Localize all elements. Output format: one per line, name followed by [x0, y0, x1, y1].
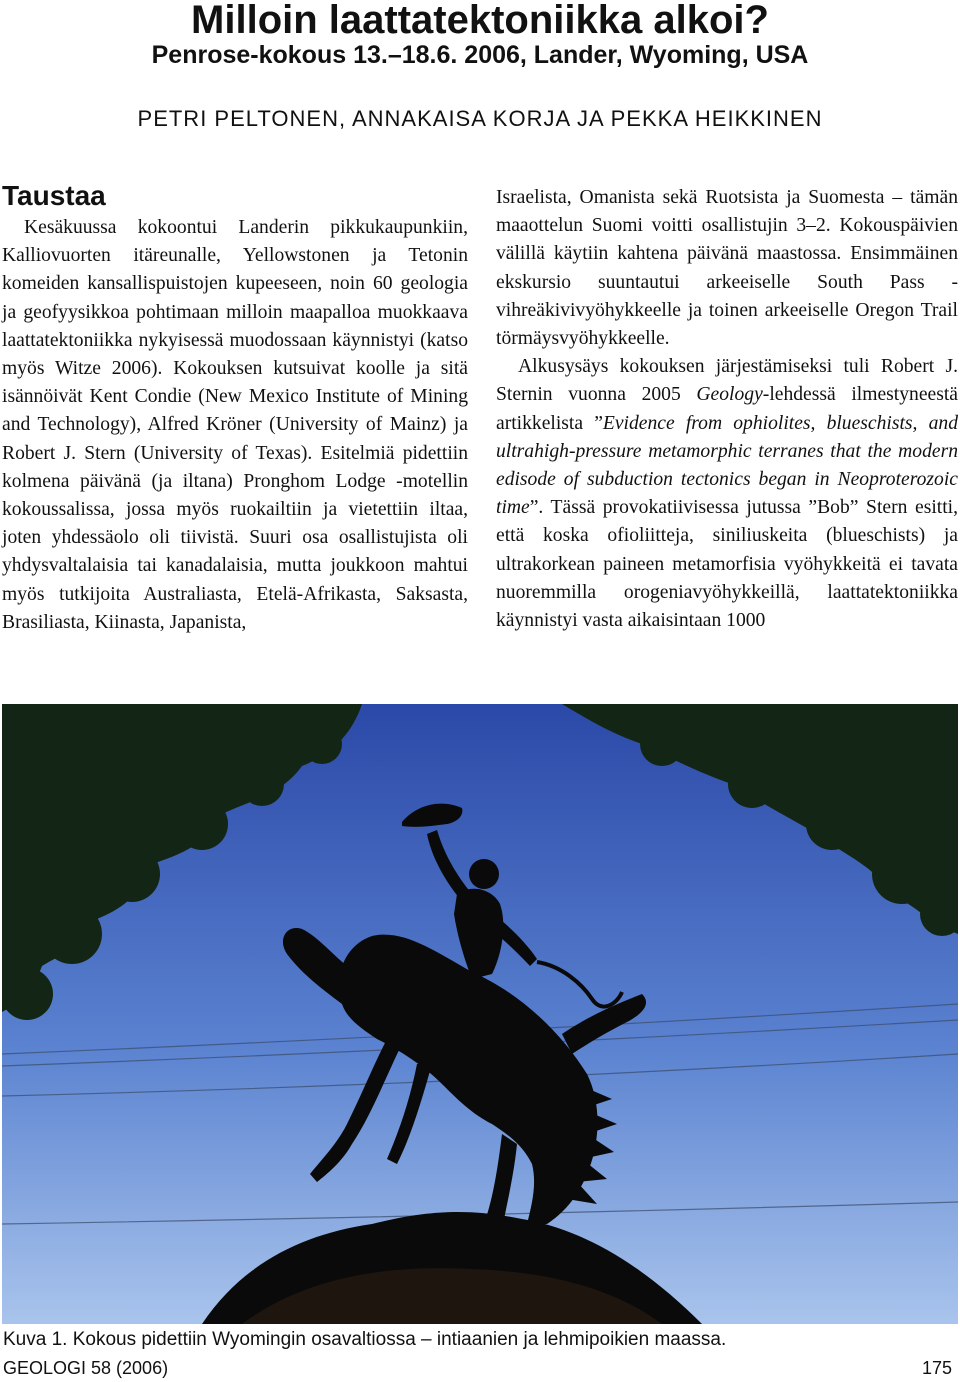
authors: PETRI PELTONEN, ANNAKAISA KORJA JA PEKKA HEIKKINEN	[137, 106, 823, 131]
article-right-column	[496, 184, 958, 635]
p2-text-c: ”. Tässä provokatiivisessa jutussa ”Bob” Stern esitti, että koska ofioliitteja, siniliuskeita (blueschists) ja ultrakorkean paineen metamorfisia vyöhykkeitä ei tavata nuoremmilla orogeniavyöhykkeillä, laattatektoniikka käynnistyi vasta aikaisintaan 1000	[496, 497, 958, 632]
p2-journal-name: Geology	[696, 384, 763, 406]
page-number: 175	[921, 1358, 952, 1378]
p2-article-title: Evidence from ophiolites, blueschists, and ultrahigh-pressure metamorphic terranes that the modern edisode of subduction tectonics began in Neoproterozoic time	[496, 412, 958, 519]
page-subtitle: Penrose-kokous 13.–18.6. 2006, Lander, Wyoming, USA	[151, 41, 809, 69]
page-title: Milloin laattatektoniikka alkoi?	[191, 0, 769, 42]
section-heading: Taustaa	[2, 180, 106, 211]
left-column-text: Kesäkuussa kokoontui Landerin pikkukaupunkiin, Kalliovuorten itäreunalle, Yellowstonen ja Tetonin komeiden kansallispuistojen kupeeseen, noin 60 geologia ja geofyysikkoa pohtimaan milloin maapalloa muokkaava laattatektoniikka nykyisessä muodossaan käynnistyi (katso myös Witze 2006). Kokouksen kutsuivat koolle ja sitä isännöivät Kent Condie (New Mexico Institute of Mining and Technology), Alfred Kröner (University of Mainz) ja Robert J. Stern (University of Texas). Esitelmiä pidettiin kolmena päivänä (ja iltana) Pronghom Lodge -motellin kokoussalissa, jossa myös ruokailtiin ja vietettiin iltaa, joten yhdessäolo oli tiivistä. Suuri osa osallistujista oli yhdysvaltalaisia tai kanadalaisia, mutta joukkoon mahtui myös tutkijoita Australiasta, Etelä-Afrikasta, Saksasta, Brasiliasta, Kiinasta, Japanista,	[2, 217, 468, 633]
p2-text-b: -lehdessä ilmestyneestä artikkelista ”	[496, 384, 958, 434]
article-left-column	[2, 180, 468, 637]
statue-silhouette-photo	[2, 704, 958, 1324]
p2-text-a: Alkusysäys kokouksen järjestämiseksi tuli Robert J. Sternin vuonna 2005	[496, 356, 958, 406]
right-column-paragraph-1: Israelista, Omanista sekä Ruotsista ja Suomesta – tämän maaottelun Suomi voitti osallistujin 3–2. Kokouspäivien välillä käytiin kahtena päivänä maastossa. Ensimmäinen ekskursio suuntautui arkeeiselle South Pass -vihreäkivivyöhykkeelle ja toinen arkeeiselle Oregon Trail törmäysvyöhykkeelle.	[496, 187, 958, 350]
right-column-paragraph-2	[496, 353, 958, 635]
figure-photo	[2, 704, 958, 1324]
figure-caption: Kuva 1. Kokous pidettiin Wyomingin osavaltiossa – intiaanien ja lehmipoikien maassa.	[3, 1329, 727, 1350]
journal-footer: GEOLOGI 58 (2006)	[3, 1358, 169, 1378]
